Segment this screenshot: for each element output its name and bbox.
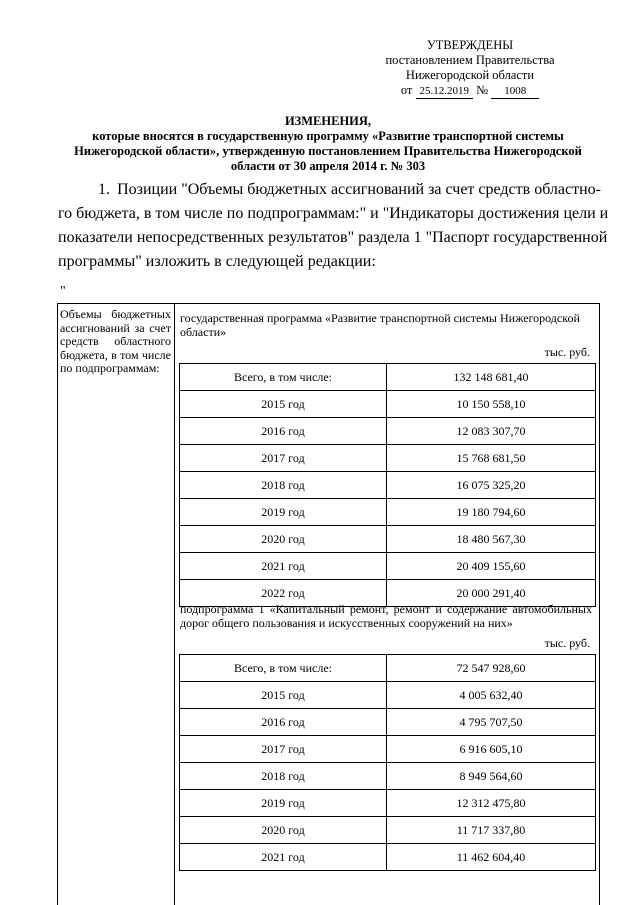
row-label: 2019 год bbox=[180, 499, 387, 526]
document-title bbox=[40, 114, 616, 174]
row-value: 6 916 605,10 bbox=[387, 736, 596, 763]
row-label: 2021 год bbox=[180, 844, 387, 871]
title-line-4: области от 30 апреля 2014 г. № 303 bbox=[230, 159, 426, 173]
budget-allocation-label: Объемы бюджетных ассигнований за счет средств областного бюджета, в том числе по подпрограммам: bbox=[57, 303, 175, 905]
approval-number-sign: № bbox=[476, 83, 489, 97]
row-value: 72 547 928,60 bbox=[387, 655, 596, 682]
quote-mark: " bbox=[60, 284, 66, 299]
paragraph-line-2: го бюджета, в том числе по подпрограммам:" и "Индикаторы достижения цели и bbox=[58, 205, 609, 222]
table-row bbox=[180, 472, 596, 499]
row-label: 2015 год bbox=[180, 682, 387, 709]
row-label: 2020 год bbox=[180, 817, 387, 844]
row-label: 2016 год bbox=[180, 709, 387, 736]
row-value: 20 409 155,60 bbox=[387, 553, 596, 580]
paragraph-line-3: показатели непосредственных результатов" раздела 1 "Паспорт государственной bbox=[58, 229, 608, 246]
program-unit: тыс. руб. bbox=[544, 345, 590, 359]
table-row bbox=[180, 445, 596, 472]
table-row bbox=[180, 553, 596, 580]
program-title: государственная программа «Развитие транспортной системы Нижегородской области» bbox=[180, 311, 580, 339]
table-row bbox=[180, 763, 596, 790]
table-row bbox=[180, 682, 596, 709]
approval-stamp bbox=[360, 38, 580, 99]
row-value: 16 075 325,20 bbox=[387, 472, 596, 499]
row-label: 2017 год bbox=[180, 736, 387, 763]
table-row bbox=[180, 655, 596, 682]
table-row bbox=[180, 709, 596, 736]
table-row bbox=[180, 790, 596, 817]
subprogram-title: подпрограмма 1 «Капитальный ремонт, ремонт и содержание автомобильных дорог общего пользования и искусственных сооружений на них» bbox=[180, 602, 592, 630]
paragraph-text-1: Позиции "Объемы бюджетных ассигнований за счет средств областно- bbox=[117, 181, 601, 198]
title-line-2: которые вносятся в государственную программу «Развитие транспортной системы bbox=[92, 129, 564, 143]
row-value: 12 083 307,70 bbox=[387, 418, 596, 445]
approval-from: от bbox=[400, 83, 413, 97]
row-value: 19 180 794,60 bbox=[387, 499, 596, 526]
row-value: 4 795 707,50 bbox=[387, 709, 596, 736]
row-label: 2022 год bbox=[180, 580, 387, 607]
row-value: 18 480 567,30 bbox=[387, 526, 596, 553]
row-value: 12 312 475,80 bbox=[387, 790, 596, 817]
paragraph-line-4: программы" изложить в следующей редакции: bbox=[58, 253, 376, 270]
row-value: 132 148 681,40 bbox=[387, 364, 596, 391]
row-value: 15 768 681,50 bbox=[387, 445, 596, 472]
approval-date: 25.12.2019 bbox=[416, 85, 474, 99]
title-line-1: ИЗМЕНЕНИЯ, bbox=[284, 114, 372, 128]
paragraph-1 bbox=[58, 178, 609, 274]
approval-region: Нижегородской области bbox=[405, 68, 535, 82]
approval-date-line bbox=[360, 83, 580, 99]
subprogram-funding-table bbox=[179, 654, 596, 871]
table-row bbox=[180, 391, 596, 418]
approval-authority: постановлением Правительства bbox=[385, 53, 555, 67]
row-label: 2018 год bbox=[180, 472, 387, 499]
row-label: Всего, в том числе: bbox=[180, 364, 387, 391]
row-label: 2015 год bbox=[180, 391, 387, 418]
row-label: 2016 год bbox=[180, 418, 387, 445]
row-label: Всего, в том числе: bbox=[180, 655, 387, 682]
table-row bbox=[180, 526, 596, 553]
row-value: 11 717 337,80 bbox=[387, 817, 596, 844]
table-row bbox=[180, 364, 596, 391]
row-label: 2019 год bbox=[180, 790, 387, 817]
row-value: 10 150 558,10 bbox=[387, 391, 596, 418]
program-funding-table bbox=[179, 363, 596, 607]
paragraph-line-1 bbox=[58, 178, 601, 202]
row-value: 4 005 632,40 bbox=[387, 682, 596, 709]
table-row bbox=[180, 418, 596, 445]
table-row bbox=[180, 817, 596, 844]
row-value: 20 000 291,40 bbox=[387, 580, 596, 607]
approval-number: 1008 bbox=[491, 85, 539, 99]
row-value: 11 462 604,40 bbox=[387, 844, 596, 871]
row-label: 2020 год bbox=[180, 526, 387, 553]
title-line-3: Нижегородской области», утвержденную постановлением Правительства Нижегородской bbox=[74, 144, 582, 158]
table-row bbox=[180, 499, 596, 526]
row-label: 2021 год bbox=[180, 553, 387, 580]
table-row bbox=[180, 736, 596, 763]
row-value: 8 949 564,60 bbox=[387, 763, 596, 790]
paragraph-number: 1. bbox=[98, 181, 110, 198]
row-label: 2017 год bbox=[180, 445, 387, 472]
subprogram-unit: тыс. руб. bbox=[544, 636, 590, 650]
table-row bbox=[180, 844, 596, 871]
approval-title: УТВЕРЖДЕНЫ bbox=[426, 38, 514, 52]
row-label: 2018 год bbox=[180, 763, 387, 790]
